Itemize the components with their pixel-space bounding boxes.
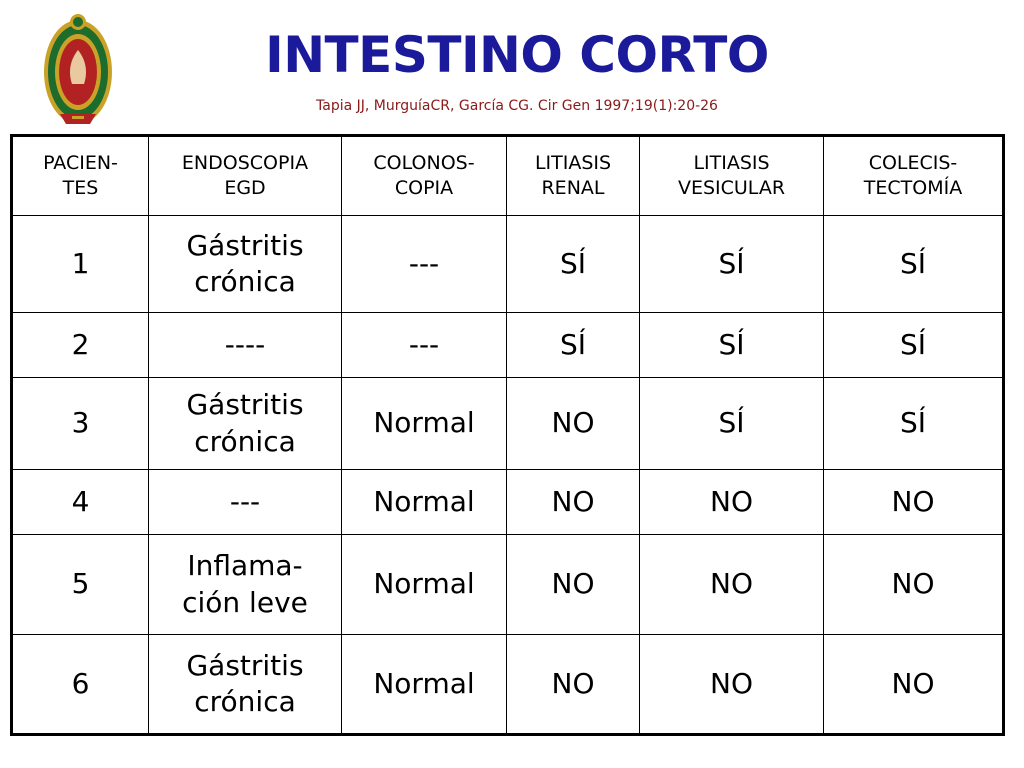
- cell-litiasis-renal: NO: [507, 535, 640, 635]
- cell-colecistectomia: NO: [824, 535, 1004, 635]
- cell-litiasis-vesicular: NO: [640, 535, 824, 635]
- cell-patient: 4: [12, 470, 149, 535]
- column-header-colonoscopia: COLONOS- COPIA: [342, 136, 507, 216]
- cell-litiasis-vesicular: NO: [640, 470, 824, 535]
- cell-colecistectomia: SÍ: [824, 313, 1004, 378]
- column-header-colecistectomia: COLECIS- TECTOMÍA: [824, 136, 1004, 216]
- cell-colecistectomia: SÍ: [824, 216, 1004, 313]
- column-header-endoscopia: ENDOSCOPIA EGD: [149, 136, 342, 216]
- cell-patient: 6: [12, 635, 149, 735]
- cell-endoscopia: Gástritis crónica: [149, 378, 342, 470]
- cell-colonoscopia: Normal: [342, 378, 507, 470]
- column-header-litiasis-vesicular: LITIASIS VESICULAR: [640, 136, 824, 216]
- cell-colonoscopia: Normal: [342, 635, 507, 735]
- table-row: [12, 635, 1004, 735]
- cell-patient: 5: [12, 535, 149, 635]
- table-row: [12, 535, 1004, 635]
- cell-litiasis-renal: NO: [507, 378, 640, 470]
- cell-litiasis-vesicular: SÍ: [640, 313, 824, 378]
- table-row: [12, 470, 1004, 535]
- table-row: [12, 313, 1004, 378]
- cell-endoscopia: Gástritis crónica: [149, 635, 342, 735]
- cell-litiasis-vesicular: SÍ: [640, 216, 824, 313]
- cell-endoscopia: Gástritis crónica: [149, 216, 342, 313]
- cell-litiasis-renal: SÍ: [507, 216, 640, 313]
- cell-colonoscopia: Normal: [342, 535, 507, 635]
- table-row: [12, 216, 1004, 313]
- cell-litiasis-vesicular: SÍ: [640, 378, 824, 470]
- cell-patient: 2: [12, 313, 149, 378]
- cell-colonoscopia: ---: [342, 216, 507, 313]
- patients-table: [10, 134, 1005, 736]
- cell-colonoscopia: Normal: [342, 470, 507, 535]
- table-header-row: [12, 136, 1004, 216]
- cell-colecistectomia: NO: [824, 470, 1004, 535]
- cell-endoscopia: ---: [149, 470, 342, 535]
- column-header-litiasis-renal: LITIASIS RENAL: [507, 136, 640, 216]
- cell-endoscopia: ----: [149, 313, 342, 378]
- cell-patient: 3: [12, 378, 149, 470]
- cell-litiasis-vesicular: NO: [640, 635, 824, 735]
- table-row: [12, 378, 1004, 470]
- cell-patient: 1: [12, 216, 149, 313]
- column-header-pacientes: PACIEN- TES: [12, 136, 149, 216]
- cell-colecistectomia: SÍ: [824, 378, 1004, 470]
- cell-colonoscopia: ---: [342, 313, 507, 378]
- cell-litiasis-renal: NO: [507, 635, 640, 735]
- citation-reference: Tapia JJ, MurguíaCR, García CG. Cir Gen 1997;19(1):20-26: [316, 98, 718, 114]
- cell-litiasis-renal: SÍ: [507, 313, 640, 378]
- cell-endoscopia: Inflama- ción leve: [149, 535, 342, 635]
- cell-litiasis-renal: NO: [507, 470, 640, 535]
- cell-colecistectomia: NO: [824, 635, 1004, 735]
- page-title: INTESTINO CORTO: [265, 26, 769, 84]
